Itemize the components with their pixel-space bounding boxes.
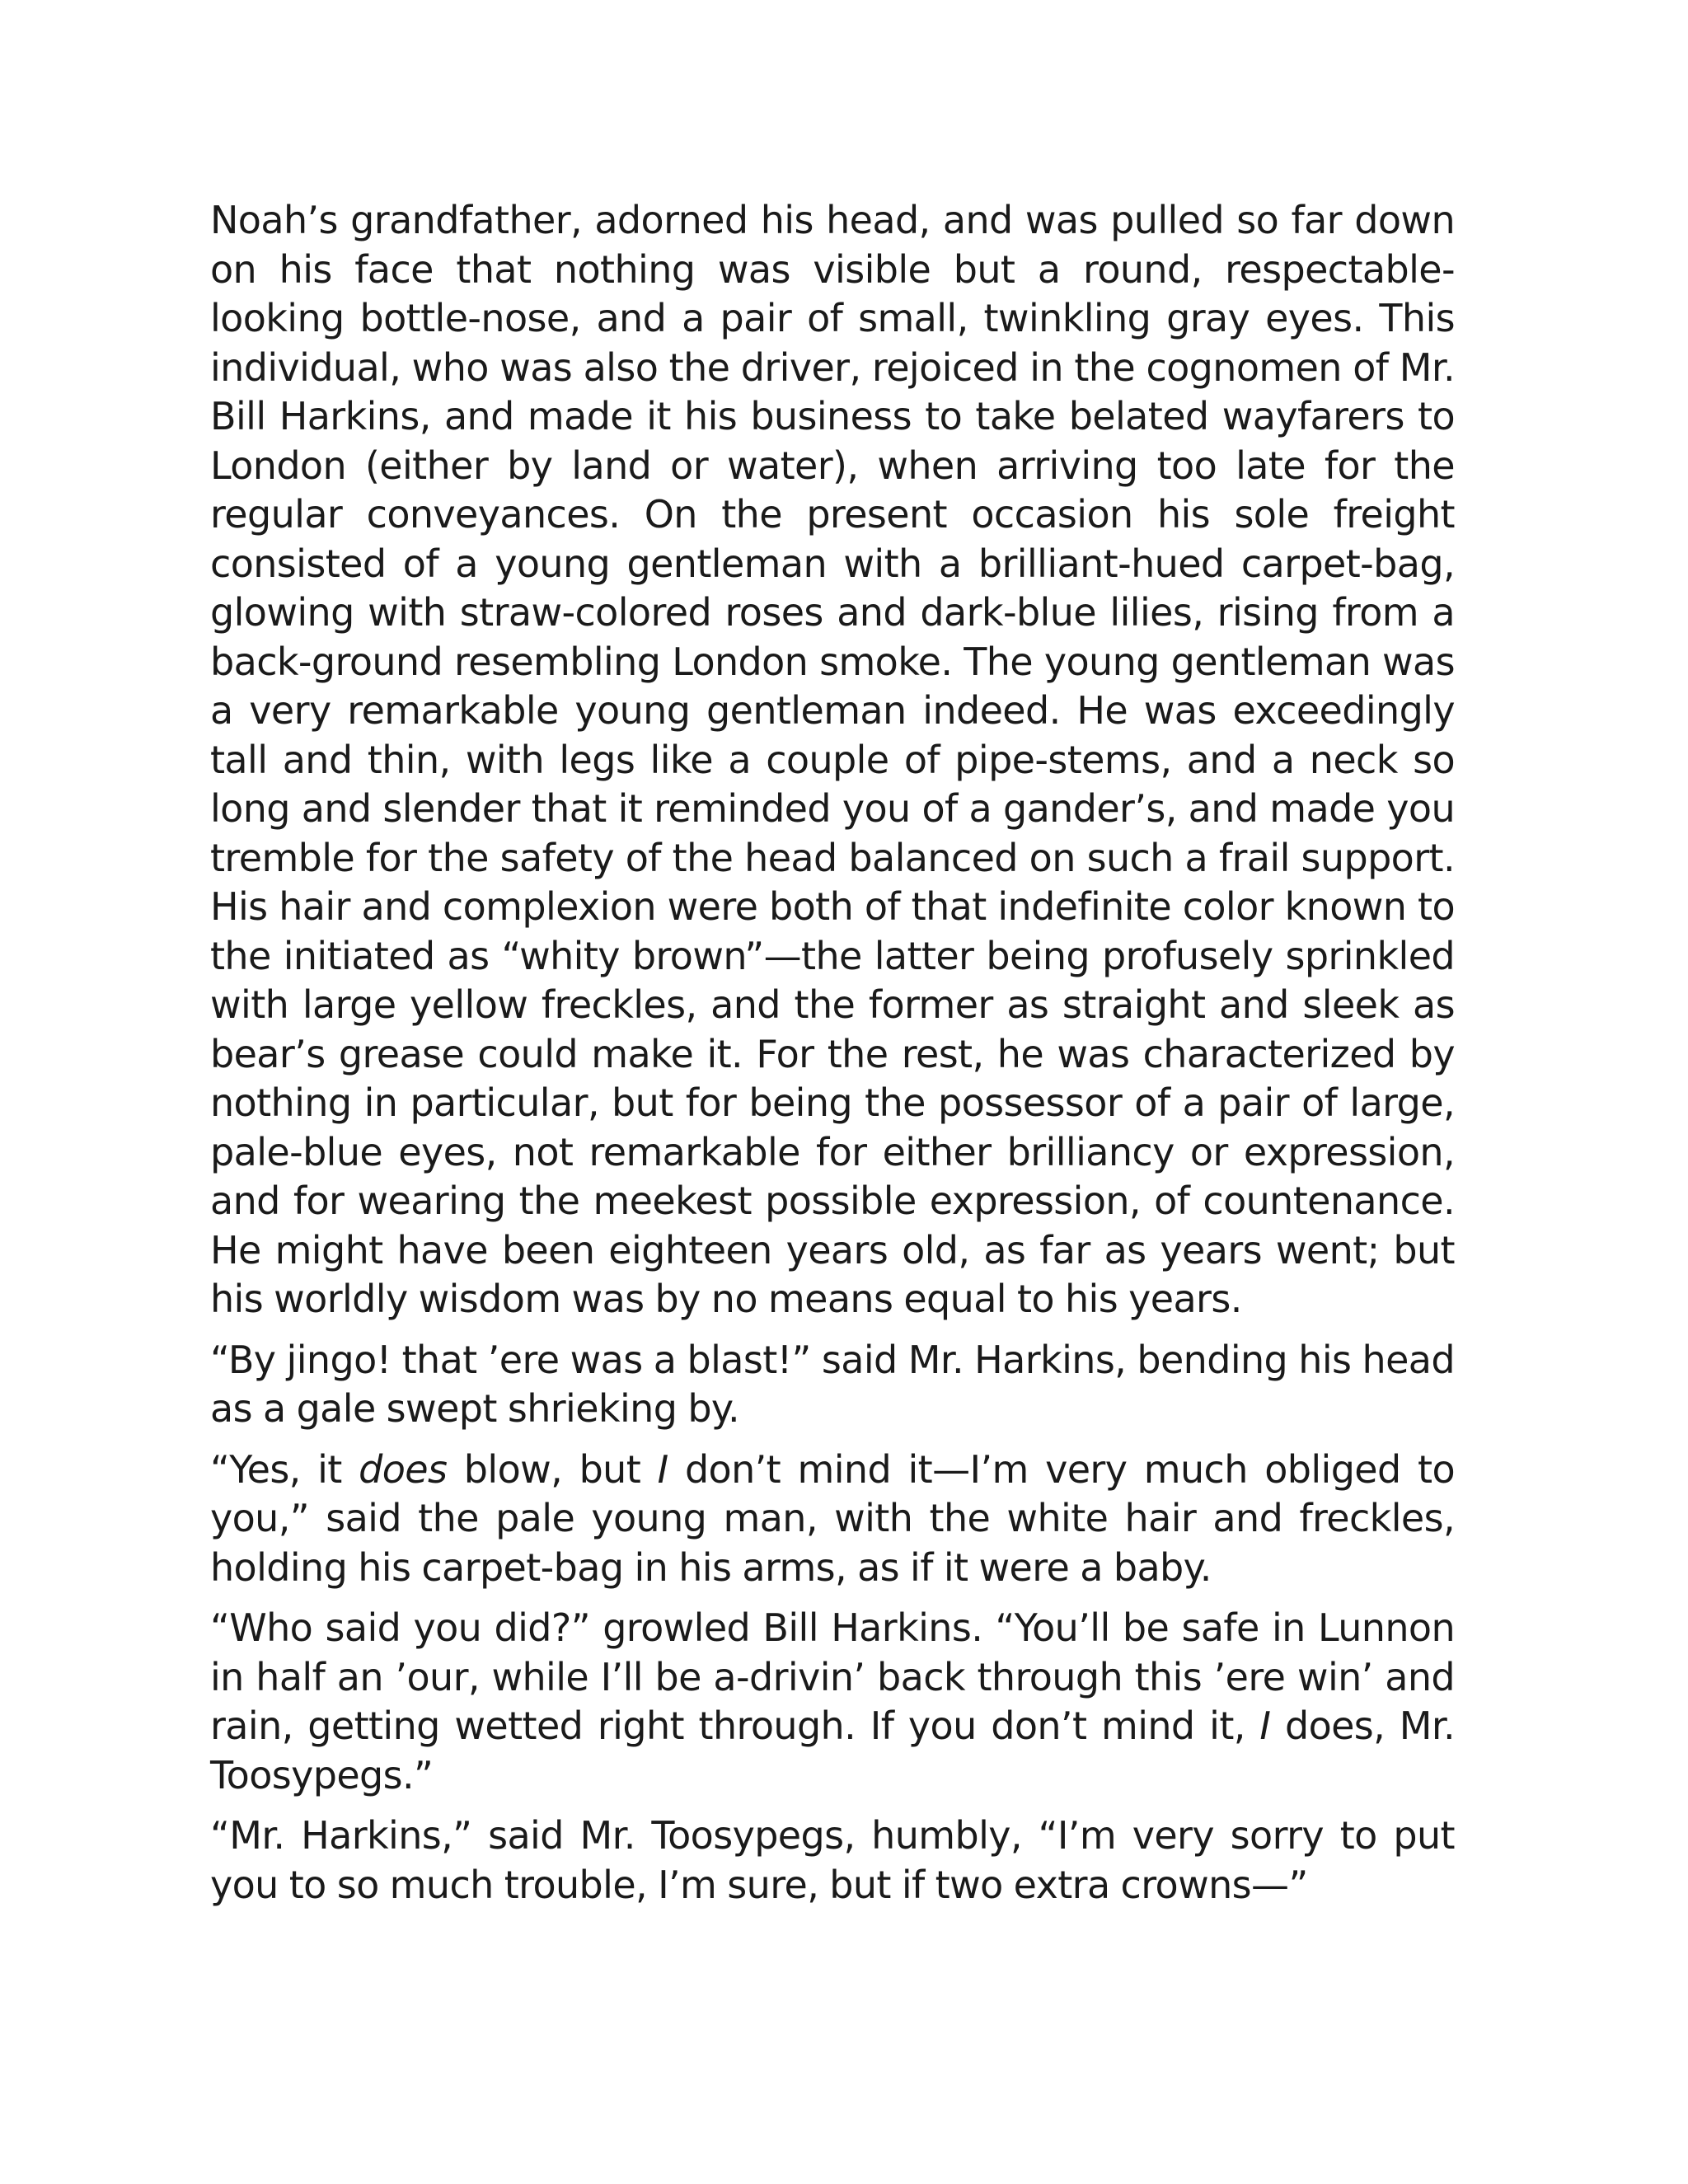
text-segment: Noah’s grandfather, adorned his head, and was pulled so far down on his face that nothing was visible but a round, respectable-looking bottle-nose, and a pair of small, twinkling gray eyes. This individual, who was also the driver, rejoiced in the cognomen of Mr. Bill Harkins, and made it his business to take belated wayfarers to London (either by land or water), when arriving too late for the regular conveyances. On the present occasion his sole freight consisted of a young gentleman with a brilliant-hued carpet-bag, glowing with straw-colored roses and dark-blue lilies, rising from a back-ground resembling London smoke. The young gentleman was a very remarkable young gentleman indeed. He was exceedingly tall and thin, with legs like a couple of pipe-stems, and a neck so long and slender that it reminded you of a gander’s, and made you tremble for the safety of the head balanced on such a frail support. His hair and complexion were both of that indefinite color known to the initiated as “whity brown”—the latter being profusely sprinkled with large yellow freckles, and the former as straight and sleek as bear’s grease could make it. For the rest, he was characterized by nothing in particular, but for being the possessor of a pair of large, pale-blue eyes, not remarkable for either brilliancy or expression, and for wearing the meekest possible expression, of countenance. He might have been eighteen years old, as far as years went; but his worldly wisdom was by no means equal to his years. (210, 198, 1455, 1321)
text-segment: “Mr. Harkins,” said Mr. Toosypegs, humbly, “I’m very sorry to put you to so much trouble, I’m sure, but if two extra crowns—” (210, 1813, 1455, 1907)
paragraph-2 (210, 1336, 1455, 1434)
body-text (210, 196, 1455, 1910)
italic-segment: I (1259, 1704, 1271, 1748)
italic-segment: I (657, 1446, 668, 1492)
text-segment: don’t mind it—I’m very much obliged to you,” said the pale young man, with the white hair and freckles, holding his carpet-bag in his arms, as if it were a baby. (210, 1446, 1455, 1590)
text-segment: does, Mr. Toosypegs.” (210, 1704, 1456, 1797)
paragraph-1 (210, 196, 1455, 1324)
text-segment: “Yes, it (210, 1446, 359, 1492)
text-segment: blow, but (447, 1446, 658, 1492)
paragraph-3 (210, 1446, 1455, 1593)
text-segment: “Who said you did?” growled Bill Harkins. “You’ll be safe in Lunnon in half an ’our, while I’ll be a-drivin’ back through this ’ere win’ and rain, getting wetted right through. If you don’t mind it, (210, 1605, 1455, 1748)
paragraph-4 (210, 1604, 1455, 1800)
italic-segment: does (359, 1446, 448, 1492)
text-segment: “By jingo! that ’ere was a blast!” said Mr. Harkins, bending his head as a gale swept shrieking by. (210, 1337, 1455, 1431)
paragraph-5 (210, 1811, 1455, 1910)
